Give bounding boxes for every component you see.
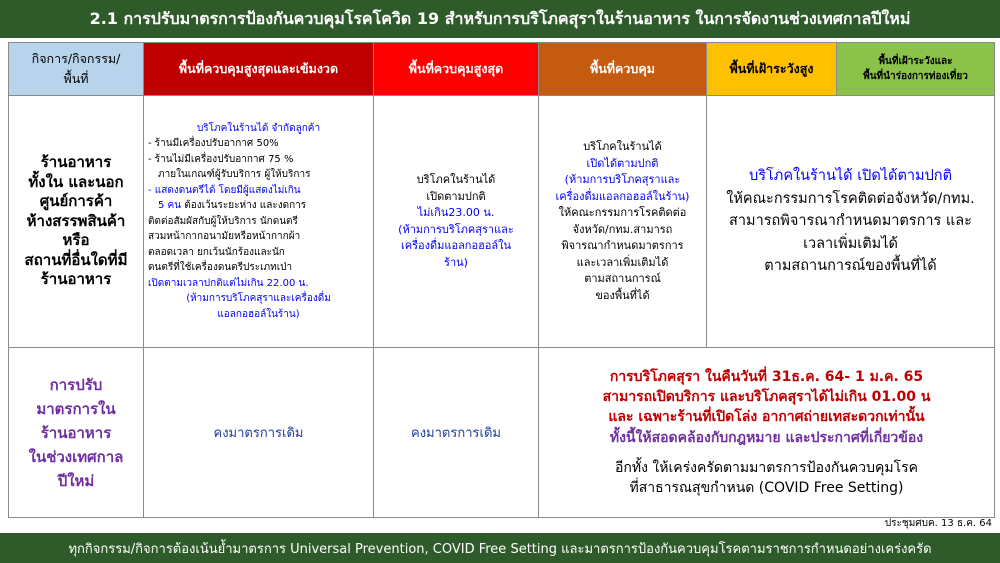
restaurant-row [9, 96, 995, 348]
header-zone-control: พื้นที่ควบคุม [539, 43, 707, 96]
restaurant-label: ร้านอาหาร ทั้งใน และนอก ศูนย์การค้า ห้างสรรพสินค้า หรือ สถานที่อื่นใดที่มี ร้านอาหาร [9, 96, 144, 348]
header-zone-max: พื้นที่ควบคุมสูงสุด [374, 43, 539, 96]
footer-bar [0, 533, 1000, 563]
cell-max: บริโภคในร้านได้ เปิดตามปกติ ไม่เกิน23.00 น. (ห้ามการบริโภคสุราและ เครื่องดื่มแอลกอฮอล์ใน ร้าน) [374, 96, 539, 348]
header-zone-high-watch: พื้นที่เฝ้าระวังสูง [707, 43, 837, 96]
cell-control: บริโภคในร้านได้ เปิดได้ตามปกติ (ห้ามการบริโภคสุราและ เครื่องดื่มแอลกอฮอล์ในร้าน) ให้คณะกรรมการโรคติดต่อ จังหวัด/กทม.สามารถ พิจารณากำหนดมาตรการ และเวลาเพิ่มเติมได้ ตามสถานการณ์ ของพื้นที่ได้ [539, 96, 707, 348]
header-row [9, 43, 995, 96]
newyear-max-strict: คงมาตรการเดิม [144, 348, 374, 518]
footer-text: ทุกกิจกรรม/กิจการต้องเน้นย้ำมาตรการ Universal Prevention, COVID Free Setting และมาตรการป้องกันควบคุมโรคตามราชการกำหนดอย่างเคร่งครัด [68, 541, 932, 557]
newyear-event-measures: การบริโภคสุรา ในคืนวันที่ 31ธ.ค. 64- 1 ม.ค. 65 สามารถเปิดบริการ และบริโภคสุราได้ไม่เกิน 01.00 น และ เฉพาะร้านที่เปิดโล่ง อากาศถ่ายเทสะดวกเท่านั้น ทั้งนี้ให้สอดคล้องกับกฎหมาย และประกาศที่เกี่ยวข้อง อีกทั้ง ให้เคร่งครัดตามมาตรการป้องกันควบคุมโรค ที่สาธารณสุขกำหนด (COVID Free Setting) [539, 348, 995, 518]
cell-watch-zones: บริโภคในร้านได้ เปิดได้ตามปกติ ให้คณะกรรมการโรคติดต่อจังหวัด/กทม. สามารถพิจารณากำหนดมาตรการ และ เวลาเพิ่มเติมได้ ตามสถานการณ์ของพื้นที่ได้ [707, 96, 995, 348]
header-zone-watch-tour: พื้นที่เฝ้าระวังและ พื้นที่นำร่องการท่องเที่ยว [837, 43, 995, 96]
header-zone-max-strict: พื้นที่ควบคุมสูงสุดและเข้มงวด [144, 43, 374, 96]
measures-table [8, 42, 995, 518]
newyear-max: คงมาตรการเดิม [374, 348, 539, 518]
slide-title-text: 2.1 การปรับมาตรการป้องกันควบคุมโรคโควิด 19 สำหรับการบริโภคสุราในร้านอาหาร ในการจัดงานช่วงเทศกาลปีใหม่ [89, 8, 911, 28]
meeting-note: ประชุมศบค. 13 ธ.ค. 64 [884, 518, 992, 529]
newyear-label: การปรับ มาตรการใน ร้านอาหาร ในช่วงเทศกาล ปีใหม่ [9, 348, 144, 518]
header-activity: กิจการ/กิจกรรม/ พื้นที่ [9, 43, 144, 96]
newyear-row [9, 348, 995, 518]
cell-max-strict: บริโภคในร้านได้ จำกัดลูกค้า - ร้านมีเครื่องปรับอากาศ 50% - ร้านไม่มีเครื่องปรับอากาศ 75 % ภายในเกณฑ์ผู้รับบริการ ผู้ให้บริการ - แสดงดนตรีได้ โดยมีผู้แสดงไม่เกิน 5 คน ต้องเว้นระยะห่าง และงดการ ติดต่อสัมผัสกับผู้ให้บริการ นักดนตรี สวมหน้ากากอนามัยหรือหน้ากากผ้า ตลอดเวลา ยกเว้นนักร้องและนัก ดนตรีที่ใช้เครื่องดนตรีประเภทเป่า เปิดตามเวลาปกติแต่ไม่เกิน 22.00 น. (ห้ามการบริโภคสุราและเครื่องดื่ม แอลกอฮอล์ในร้าน) [144, 96, 374, 348]
slide-title [0, 0, 1000, 38]
